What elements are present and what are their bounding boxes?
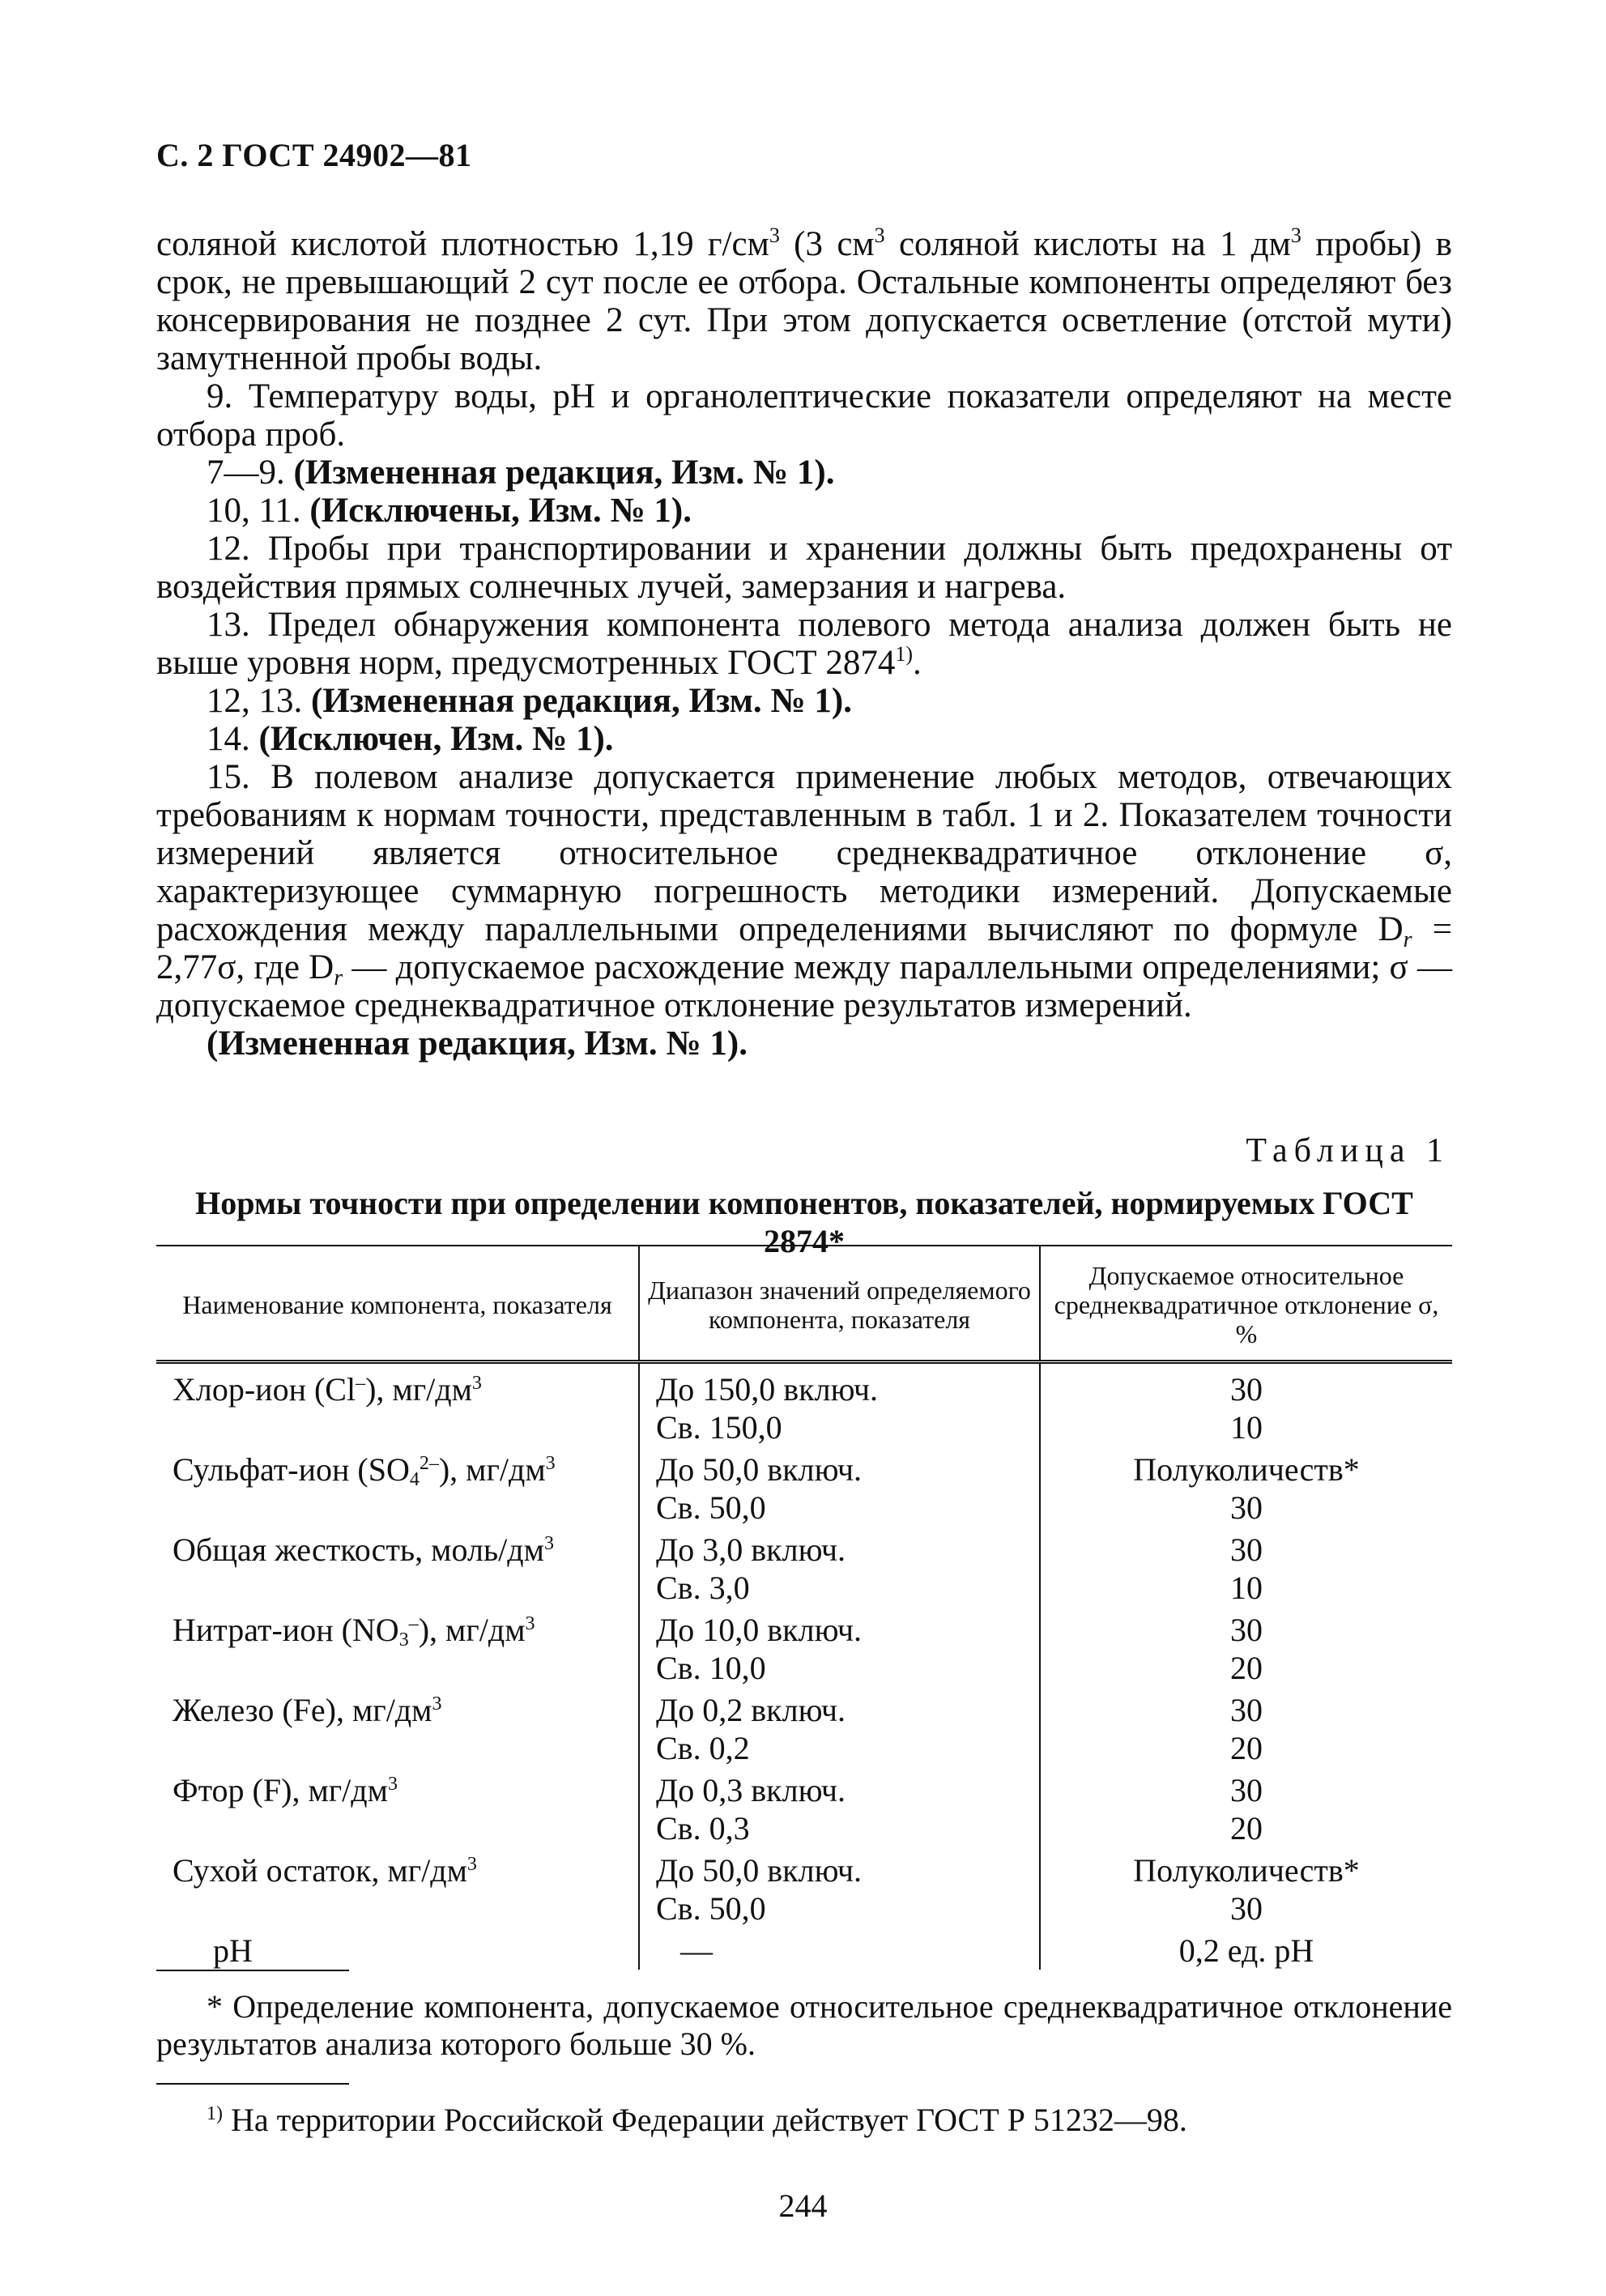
allowed-deviation: 30 20 — [1040, 1607, 1452, 1687]
paragraph: 15. В полевом анализе допускается применение любых методов, отвечающих требованиям к нормам точности, представленным в табл. 1 и 2. Показателем точности измерений является относительное среднеквадратичное отклонение σ, характеризующее суммарную погрешность методики измерений. Допускаемые расхождения между параллельными определениями вычисляют по формуле $D_r = 2,77\sigma$, где $D_r$ — допускаемое расхождение между параллельными определениями; σ — допускаемое среднеквадратичное отклонение результатов измерений. — [156, 758, 1452, 1024]
amendment-note: (Измененная редакция, Изм. № 1). — [207, 1024, 748, 1063]
table-title: Нормы точности при определении компонентов, показателей, нормируемых ГОСТ 2874* — [195, 1185, 1413, 1259]
allowed-deviation: 30 20 — [1040, 1687, 1452, 1767]
value-range: До 50,0 включ. Св. 50,0 — [639, 1847, 1040, 1928]
component-name: pH — [213, 1932, 253, 1969]
allowed-deviation: 30 10 — [1040, 1527, 1452, 1607]
value-range: До 0,3 включ. Св. 0,3 — [639, 1767, 1040, 1847]
table-row — [156, 1767, 1452, 1847]
table-row — [156, 1362, 1452, 1447]
value-range: До 0,2 включ. Св. 0,2 — [639, 1687, 1040, 1767]
value-range: До 50,0 включ. Св. 50,0 — [639, 1446, 1040, 1527]
table-row — [156, 1607, 1452, 1687]
allowed-deviation: 30 10 — [1040, 1362, 1452, 1447]
table-row — [156, 1446, 1452, 1527]
component-name: Хлор-ион (Cl–), $мг/дм^3$ — [173, 1371, 482, 1408]
footnote-rule — [156, 1970, 349, 1971]
body-text — [156, 225, 1452, 1063]
amendment-note: 7—9. (Измененная редакция, Изм. № 1). — [207, 454, 835, 492]
value-range: До 150,0 включ. Св. 150,0 — [639, 1362, 1040, 1447]
component-name: Железо (Fe), $мг/дм^3$ — [173, 1692, 442, 1728]
paragraph: 12. Пробы при транспортировании и хранении должны быть предохранены от воздействия прямых солнечных лучей, замерзания и нагрева. — [156, 530, 1452, 606]
column-header: Диапазон значений определяемого компонента, показателя — [639, 1246, 1040, 1362]
table-row — [156, 1687, 1452, 1767]
component-name: Общая жесткость, моль/$дм^3$ — [173, 1531, 554, 1568]
allowed-deviation: 0,2 ед. pH — [1040, 1928, 1452, 1970]
value-range: — — [639, 1928, 1040, 1970]
amendment-note: 10, 11. (Исключены, Изм. № 1). — [207, 492, 692, 530]
footnote-asterisk: * Определение компонента, допускаемое относительное среднеквадратичное отклонение результатов анализа которого больше 30 %. — [156, 1988, 1452, 2062]
table-row — [156, 1527, 1452, 1607]
allowed-deviation: Полуколичеств* 30 — [1040, 1847, 1452, 1928]
value-range: До 10,0 включ. Св. 10,0 — [639, 1607, 1040, 1687]
value-range: До 3,0 включ. Св. 3,0 — [639, 1527, 1040, 1607]
paragraph: 13. Предел обнаружения компонента полевого метода анализа должен быть не выше уровня норм, предусмотренных ГОСТ 2874$^{1)}$. — [156, 606, 1452, 682]
amendment-note: 14. (Исключен, Изм. № 1). — [207, 720, 614, 758]
component-name: Нитрат-ион $(NO_3^-)$, $мг/дм^3$ — [173, 1612, 535, 1651]
allowed-deviation: Полуколичеств* 30 — [1040, 1446, 1452, 1527]
column-header: Допускаемое относительное среднеквадратичное отклонение σ, % — [1040, 1246, 1452, 1362]
table-caption: Таблица 1 — [1246, 1132, 1450, 1169]
component-name: Сульфат-ион $(SO_4^{2-})$, $мг/дм^3$ — [173, 1451, 556, 1490]
page-number: 244 — [778, 2187, 828, 2224]
amendment-note: 12, 13. (Измененная редакция, Изм. № 1). — [207, 682, 852, 720]
page-header: С. 2 ГОСТ 24902—81 — [156, 137, 472, 173]
table-row — [156, 1928, 1452, 1970]
paragraph: соляной кислотой плотностью 1,19 $г/см^3$ (3 $см^3$ соляной кислоты на 1 $дм^3$ пробы) в срок, не превышающий 2 сут после ее отбора. Остальные компоненты определяют без консервирования не позднее 2 сут. При этом допускается осветление (отстой мути) замутненной пробы воды. — [156, 224, 1452, 377]
allowed-deviation: 30 20 — [1040, 1767, 1452, 1847]
table-header-row — [156, 1246, 1452, 1362]
footnote-rule — [156, 2083, 349, 2085]
footnote-one: $^{1)}$ На территории Российской Федерации действует ГОСТ Р 51232—98. — [207, 2102, 1187, 2138]
component-name: Фтор (F), $мг/дм^3$ — [173, 1772, 398, 1808]
column-header: Наименование компонента, показателя — [156, 1246, 639, 1362]
paragraph: 9. Температуру воды, рН и органолептические показатели определяют на месте отбора проб. — [156, 377, 1452, 454]
table-row — [156, 1847, 1452, 1928]
accuracy-norms-table — [156, 1245, 1452, 1970]
component-name: Сухой остаток, $мг/дм^3$ — [173, 1852, 477, 1889]
